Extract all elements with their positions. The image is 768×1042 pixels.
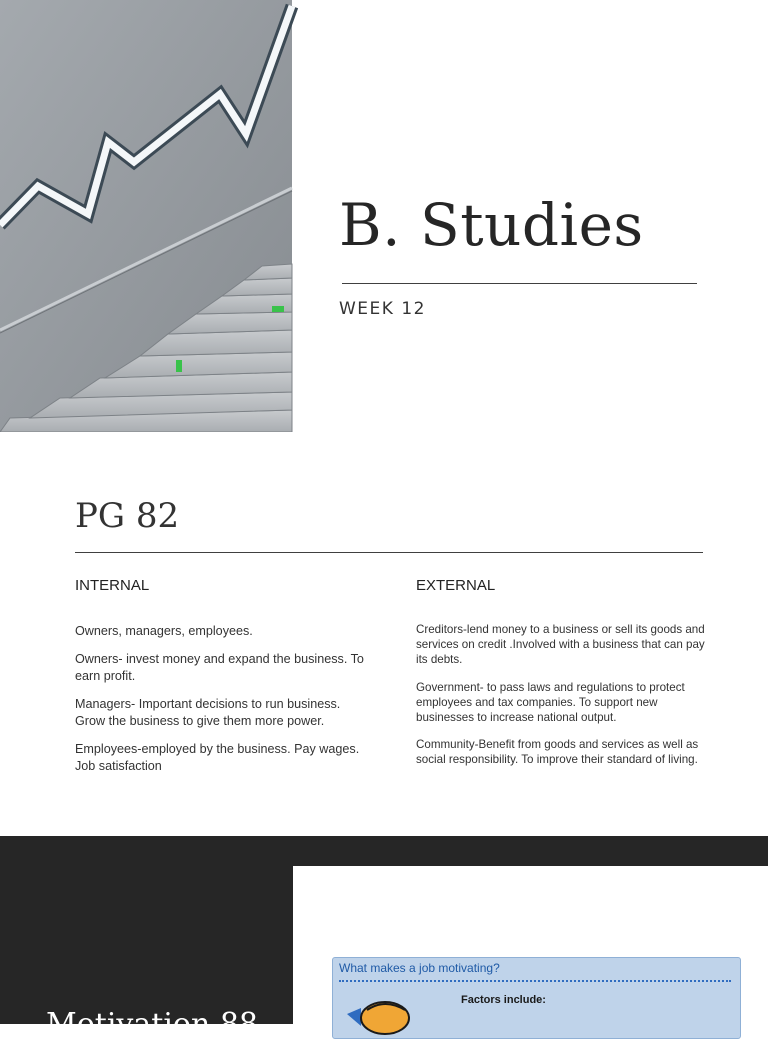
internal-column [75, 623, 371, 786]
card-heading: What makes a job motivating? [339, 961, 500, 975]
card-subheading: Factors include: [461, 994, 546, 1006]
internal-item: Managers- Important decisions to run business. Grow the business to give them more power. [75, 696, 341, 728]
motivation-card-image [332, 957, 741, 1039]
card-dotted-divider [339, 980, 731, 982]
internal-heading: INTERNAL [75, 577, 150, 594]
title-divider [342, 283, 697, 284]
slide-title: PG 82 [75, 496, 180, 536]
title-divider [75, 552, 703, 553]
external-item: Creditors-lend money to a business or sell its goods and services on credit .Involved with a business that can pay its debts. [416, 623, 705, 667]
slide-subtitle: WEEK 12 [339, 299, 426, 319]
slide-title: B. Studies [339, 191, 644, 259]
internal-item: Owners- invest money and expand the business. To earn profit. [75, 651, 364, 683]
internal-item: Employees-employed by the business. Pay wages. Job satisfaction [75, 741, 360, 773]
content-panel [293, 866, 768, 1026]
internal-item: Owners, managers, employees. [75, 624, 253, 638]
slide-title: Motivation 88 [46, 1007, 259, 1042]
cartoon-figure-icon [347, 996, 417, 1036]
title-slide [0, 0, 768, 432]
external-column [416, 622, 706, 780]
external-heading: EXTERNAL [416, 577, 496, 594]
external-item: Community-Benefit from goods and services as well as social responsibility. To improve their standard of living. [416, 738, 699, 767]
motivation-slide [0, 836, 768, 1042]
staircase-rising-graph-image [0, 0, 292, 432]
stakeholders-slide [0, 432, 768, 836]
external-item: Government- to pass laws and regulations to protect employees and tax companies. To support new businesses to increase national output. [416, 680, 685, 725]
